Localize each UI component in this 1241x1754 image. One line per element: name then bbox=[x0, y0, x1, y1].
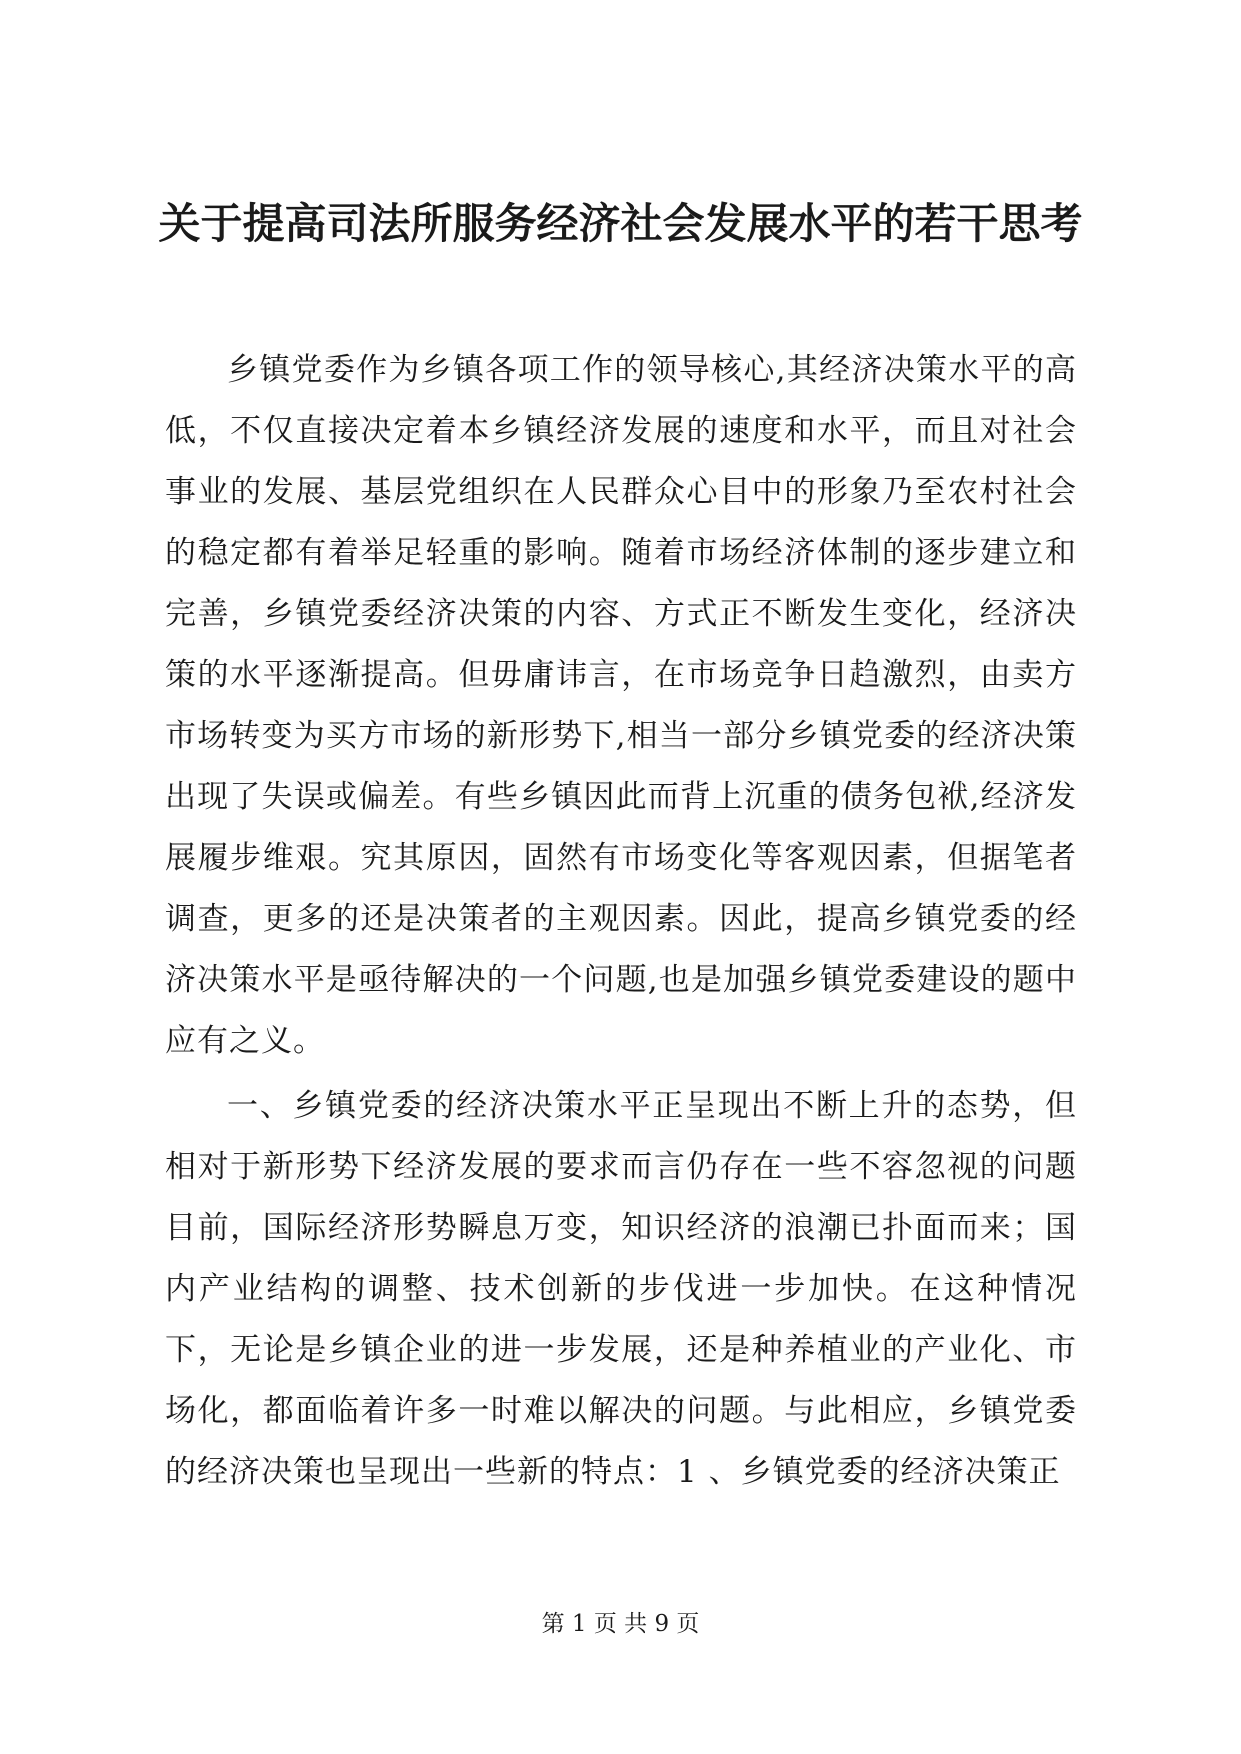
document-body bbox=[165, 340, 1077, 1503]
document-title: 关于提高司法所服务经济社会发展水平的若干思考 bbox=[158, 199, 1083, 248]
page-footer: 第 1 页 共 9 页 bbox=[541, 1611, 700, 1637]
paragraph-intro: 乡镇党委作为乡镇各项工作的领导核心,其经济决策水平的高低，不仅直接决定着本乡镇经济发展的速度和水平，而且对社会事业的发展、基层党组织在人民群众心目中的形象乃至农村社会的稳定都有着举足轻重的影响。随着市场经济体制的逐步建立和完善，乡镇党委经济决策的内容、方式正不断发生变化，经济决策的水平逐渐提高。但毋庸讳言，在市场竞争日趋激烈，由卖方市场转变为买方市场的新形势下,相当一部分乡镇党委的经济决策出现了失误或偏差。有些乡镇因此而背上沉重的债务包袱,经济发展履步维艰。究其原因，固然有市场变化等客观因素，但据笔者调查，更多的还是决策者的主观因素。因此，提高乡镇党委的经济决策水平是亟待解决的一个问题,也是加强乡镇党委建设的题中应有之义。 bbox=[165, 352, 1077, 1059]
paragraph-section-one: 一、乡镇党委的经济决策水平正呈现出不断上升的态势，但相对于新形势下经济发展的要求而言仍存在一些不容忽视的问题目前，国际经济形势瞬息万变，知识经济的浪潮已扑面而来；国内产业结构的调整、技术创新的步伐进一步加快。在这种情况下，无论是乡镇企业的进一步发展，还是种养植业的产业化、市场化，都面临着许多一时难以解决的问题。与此相应，乡镇党委的经济决策也呈现出一些新的特点：1 、乡镇党委的经济决策正 bbox=[165, 1088, 1077, 1490]
